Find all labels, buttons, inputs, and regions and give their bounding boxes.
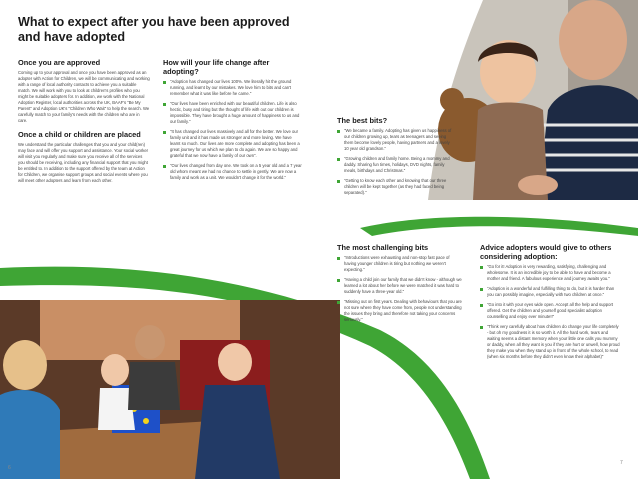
- advice-column: [480, 243, 620, 364]
- page-title: What to expect after you have been approved and have adopted: [18, 15, 290, 44]
- life-change-quotes: [163, 79, 303, 181]
- quote-item: "It has changed our lives massively and all for the better. We love our family unit and it has made us stronger and more loving. We have learnt so much. Our lives are more complete and adopting has been a great journey for us which we plan to do again. We are so happy and grateful that we now have a family of our own".: [163, 129, 303, 159]
- child-placed-heading: Once a child or children are placed: [18, 130, 141, 139]
- advice-heading: Advice adopters would give to others considering adoption:: [480, 243, 612, 261]
- quote-item: "Getting to know each other and knowing that our three children will be kept together (as they had faced being separated).": [337, 178, 455, 196]
- challenging-bits-heading: The most challenging bits: [337, 243, 429, 252]
- once-approved-body: Coming up to your approval and once you have been approved as an adopter with Action for Children, we will be communicating and working with a range of local authority contacts to achieve you a suitable match. We will work with you to look at children's profiles who you might be suitable adopters for. In addition, we work with the National Adoption Register, local authorities across the UK, BAAF's "Be My Parent" and Adoption UK's "Children Who Wait" to help the search. We carefully match to your family's needs with the children who are in care.: [18, 70, 150, 123]
- quote-item: "Adoption is a wonderful and fulfilling thing to do, but it is harder than you can possibly imagine, especially with two children at once.": [480, 286, 620, 298]
- best-bits-column: [337, 116, 455, 200]
- quote-item: "Introductions were exhausting and non-stop fast pace of having younger children is tiring but nothing we weren't expecting.": [337, 255, 462, 273]
- life-change-column: [163, 58, 303, 185]
- left-column: [18, 58, 150, 189]
- life-change-heading: How will your life change after adopting?: [163, 58, 270, 76]
- quote-item: "Go into it with your eyes wide open. Accept all the help and support offered. Get the children and yourself good specialist adoption counselling and enjoy ever minute!!": [480, 302, 620, 320]
- quote-item: "Our lives have been enriched with our beautiful children. Life is also hectic, busy and tiring but the thought of life with out our children is impossible. They have brought a huge amount of happiness to us and our family.": [163, 101, 303, 125]
- challenging-bits-column: [337, 243, 462, 327]
- photo-family-playing-game: [0, 300, 340, 479]
- once-approved-heading: Once you are approved: [18, 58, 101, 67]
- quote-item: "Having a child join our family that we didn't know - although we learned a lot about her before we were matched it was hard to suddenly have a three-year old.": [337, 277, 462, 295]
- photo-family-playing-game-image: [0, 300, 340, 479]
- page-number-left: 6: [8, 465, 11, 471]
- page-number-right: 7: [620, 460, 623, 466]
- best-bits-heading: The best bits?: [337, 116, 388, 125]
- best-bits-quotes: [337, 128, 455, 196]
- quote-item: "Growing children and family home. Being a mommy and daddy. Sharing fun times, holidays, DVD nights, family meals, birthdays and Christmas.": [337, 156, 455, 174]
- challenging-bits-quotes: [337, 255, 462, 323]
- quote-item: "Adoption has changed our lives 100%. We literally hit the ground running, and learnt by our mistakes. We love him to bits and can't remember what it was like before he came.": [163, 79, 303, 97]
- quote-item: "We became a family. Adopting has given us happiness of our children growing up, tears as teenagers and seeing them become lovely people, having partners and a lovely 10 year old grandson.": [337, 128, 455, 152]
- quote-item: "Go for it! Adoption is very rewarding, satisfying, challenging and wholesome. It is an incredible joy to be able to have and become a mother and friend. A fabulous experience and journey awaits you.": [480, 264, 620, 282]
- advice-quotes: [480, 264, 620, 360]
- quote-item: "Our lives changed from day one. We took on a 5 year old and a 7 year old whom meant we had no chance to settle in gently. We are now a family and work as a unit. We wouldn't change it for the world.": [163, 163, 303, 181]
- quote-item: "Think very carefully about how children do change your life completely - but oh my goodness it is so worth it. All the hard work, tears and waiting seems a distant memory when your little one calls you mummy or daddy, when all they want is you if they are hurt or unwell, how proud they make you when they stand up in front of the whole school, to read (when six months before they didn't even know their alphabet)": [480, 324, 620, 360]
- child-placed-body: We understand the particular challenges that you and your child(ren) may face and will offer you support and assistance. Your social worker will visit you regularly and make sure you receive all of the services you should be receiving, including any financial support that you might be entitled to. In addition to the support offered by the team at Action for Children, we organise support groups and social events where you will meet other adopters and learn from each other.: [18, 142, 149, 183]
- quote-item: "Missing out on first years. Dealing with behaviours that you are not sure where they have come from, people not understanding the issues they bring and therefore not taking your concerns seriously.": [337, 299, 462, 323]
